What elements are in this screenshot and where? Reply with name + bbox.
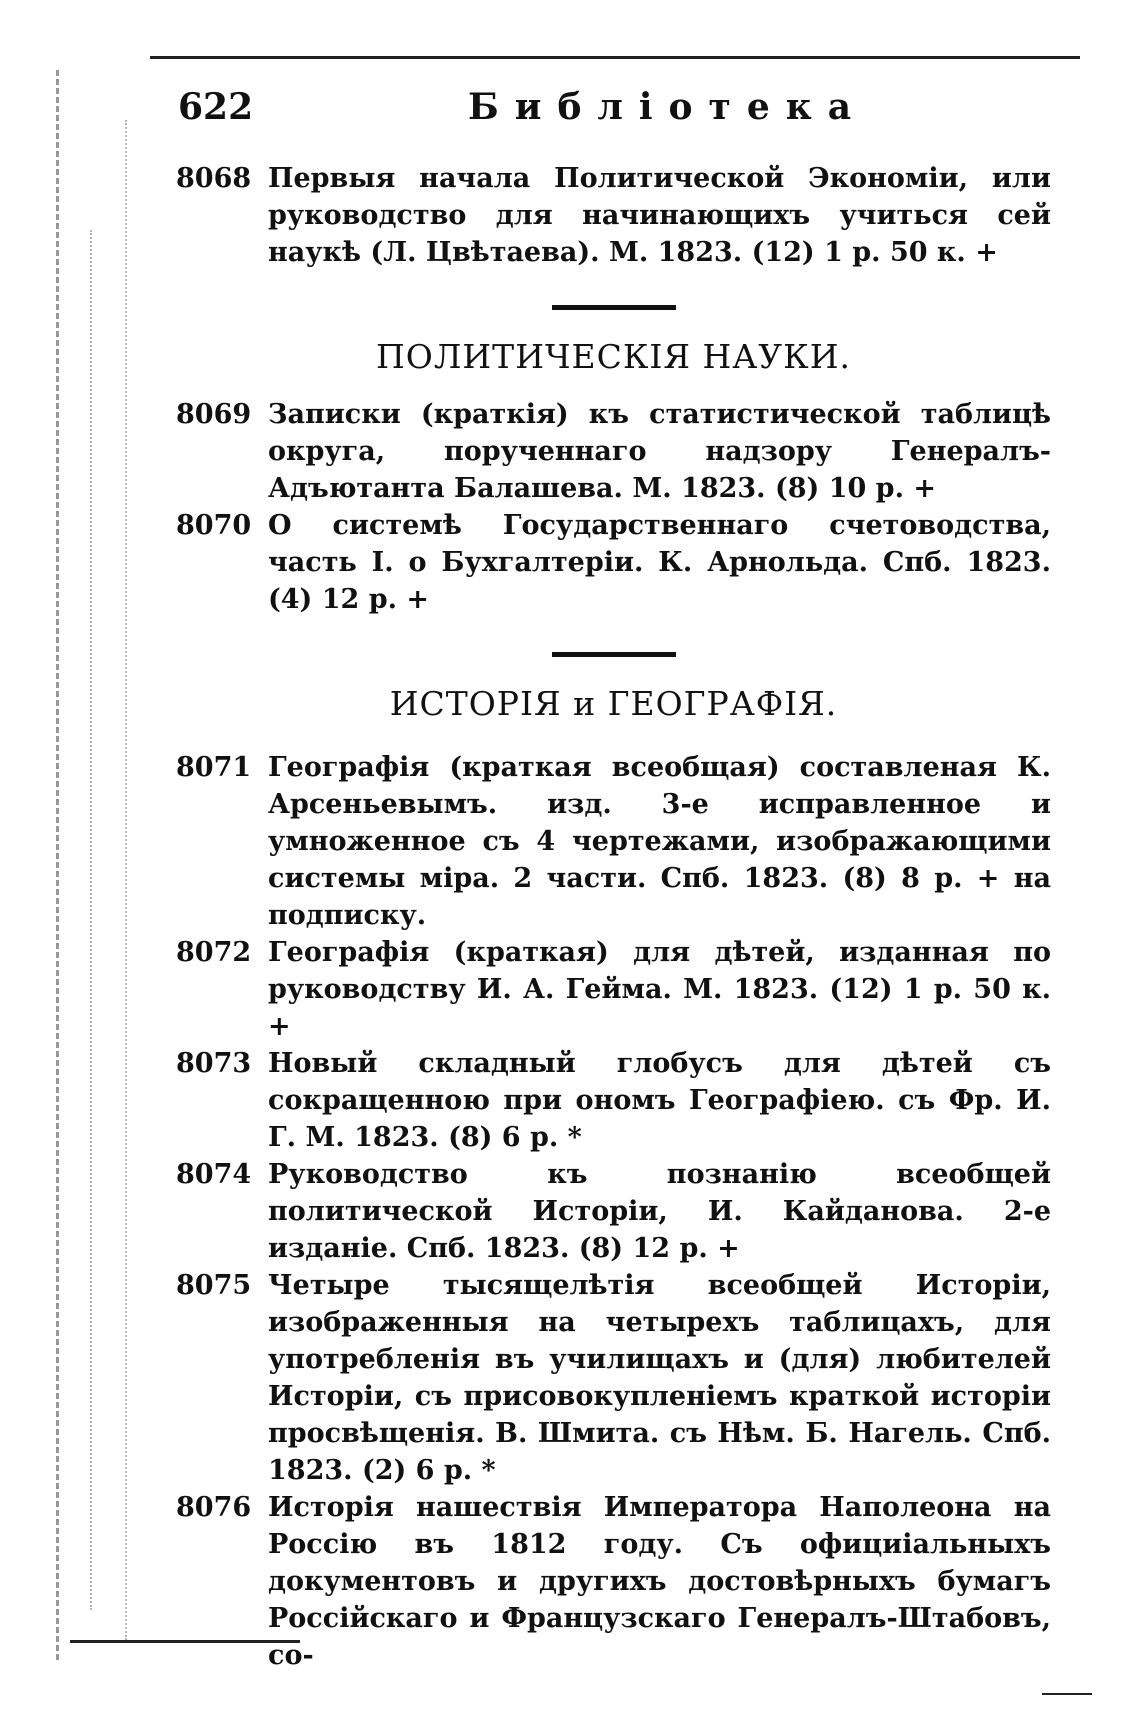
- catalog-entry: [176, 1489, 1051, 1674]
- entry-text: Новый складный глобусъ для дѣтей съ сокращенною при ономъ Географіею. съ Фр. И. Г. М. 1823. (8) 6 р. *: [268, 1048, 1051, 1153]
- entry-number: 8069: [176, 399, 252, 430]
- entry-number: 8071: [176, 752, 252, 783]
- entry-number: 8075: [176, 1270, 252, 1301]
- entry-number: 8070: [176, 510, 252, 541]
- catalog-entry: [176, 1267, 1051, 1489]
- entry-number: 8076: [176, 1492, 252, 1523]
- section-divider: [552, 652, 676, 657]
- catalog-entry: [176, 160, 1051, 271]
- catalog-entry: [176, 507, 1051, 618]
- catalog-entry: [176, 934, 1051, 1045]
- entry-number: 8072: [176, 937, 252, 968]
- top-page-rule: [150, 56, 1080, 59]
- catalog-entry: [176, 1045, 1051, 1156]
- section-heading: ПОЛИТИЧЕСКІЯ НАУКИ.: [376, 337, 851, 376]
- entry-text: О системѣ Государственнаго счетоводства, часть I. о Бухгалтеріи. К. Арнольда. Спб. 1823. (4) 12 р. +: [268, 510, 1051, 615]
- catalog-entry: [176, 396, 1051, 507]
- page-header: [178, 86, 1048, 136]
- entry-number: 8074: [176, 1159, 252, 1190]
- page-number: 622: [178, 86, 254, 128]
- running-title: Библіотека: [468, 86, 868, 128]
- entry-text: Руководство къ познанію всеобщей политической Исторіи, И. Кайданова. 2-е изданіе. Спб. 1823. (8) 12 р. +: [268, 1159, 1051, 1264]
- entry-text: Географія (краткая) для дѣтей, изданная по руководству И. А. Гейма. М. 1823. (12) 1 р. 50 к. +: [268, 937, 1051, 1042]
- entry-number: 8073: [176, 1048, 252, 1079]
- catalog-entry: [176, 1156, 1051, 1267]
- entry-text: Четыре тысящелѣтія всеобщей Исторіи, изображенныя на четырехъ таблицахъ, для употребленія въ училищахъ и (для) любителей Исторіи, съ присовокупленіемъ краткой исторіи просвѣщенія. В. Шмита. съ Нѣм. Б. Нагель. Спб. 1823. (2) 6 р. *: [268, 1270, 1051, 1486]
- entry-text: Географія (краткая всеобщая) составленая К. Арсеньевымъ. изд. 3-е исправленное и умноженное съ 4 чертежами, изображающими системы міра. 2 части. Спб. 1823. (8) 8 р. + на подписку.: [268, 752, 1051, 931]
- scan-edge-shadow: [90, 230, 102, 1610]
- bottom-page-rule: [70, 1640, 300, 1643]
- scan-edge-shadow: [125, 120, 135, 1640]
- section-heading: ИСТОРІЯ и ГЕОГРАФІЯ.: [389, 684, 838, 723]
- entry-text: Исторія нашествія Императора Наполеона на Россію въ 1812 году. Съ официіальныхъ документовъ и другихъ достовѣрныхъ бумагъ Россійскаго и Французскаго Генералъ-Штабовъ, со-: [268, 1492, 1051, 1671]
- entry-text: Первыя начала Политической Экономіи, или руководство для начинающихъ учиться сей наукѣ (Л. Цвѣтаева). М. 1823. (12) 1 р. 50 к. +: [268, 163, 1051, 268]
- section-divider: [552, 305, 676, 310]
- page-content: [176, 160, 1051, 1674]
- entry-text: Записки (краткія) къ статистической таблицѣ округа, порученнаго надзору Генералъ-Адъютанта Балашева. М. 1823. (8) 10 р. +: [268, 399, 1051, 504]
- scan-edge-shadow: [56, 70, 69, 1660]
- catalog-entry: [176, 749, 1051, 934]
- catchword-dash: [1042, 1693, 1092, 1695]
- entry-number: 8068: [176, 163, 252, 194]
